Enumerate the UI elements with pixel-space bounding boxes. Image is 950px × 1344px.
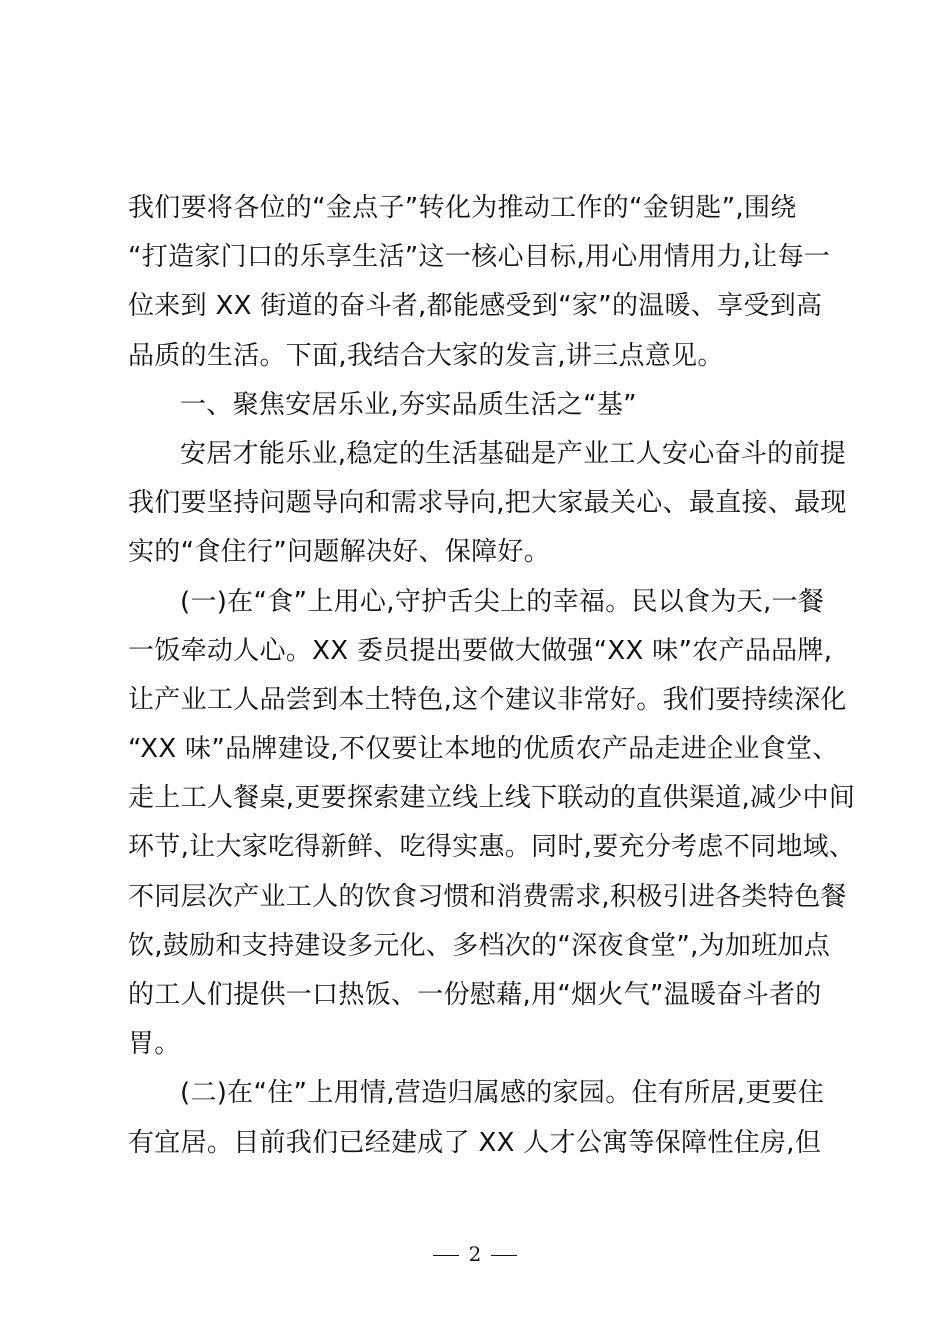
text-line: “打造家门口的乐享生活”这一核心目标,用心用情用力,让每一 [128,242,831,273]
section-heading: 一、聚焦安居乐业,夯实品质生活之“基” [180,389,637,420]
text-line: 胃。 [128,1029,181,1060]
text-line: 不同层次产业工人的饮食习惯和消费需求,积极引进各类特色餐 [128,881,847,912]
page-number: 2 [468,1242,482,1266]
text-line: 我们要将各位的“金点子”转化为推动工作的“金钥匙”,围绕 [128,193,797,223]
text-line: “XX 味”品牌建设,不仅要让本地的优质农产品走进企业食堂、 [128,734,839,765]
text-line: 品质的生活。下面,我结合大家的发言,讲三点意见。 [128,340,724,371]
text-line: 饮,鼓励和支持建设多元化、多档次的“深夜食堂”,为加班加点 [128,930,831,961]
text-line: 让产业工人品尝到本土特色,这个建议非常好。我们要持续深化 [128,684,847,715]
text-line: 走上工人餐桌,更要探索建立线上线下联动的直供渠道,减少中间 [128,783,856,814]
text-line: (二)在“住”上用情,营造归属感的家园。住有所居,更要住 [180,1078,825,1109]
text-line: 一饭牵动人心。XX 委员提出要做大做强“XX 味”农产品品牌, [128,635,833,666]
text-line: 安居才能乐业,稳定的生活基础是产业工人安心奋斗的前提 [180,438,847,469]
text-line: 环节,让大家吃得新鲜、吃得实惠。同时,要充分考虑不同地域、 [128,832,856,863]
document-body [128,184,856,1168]
text-line: 有宜居。目前我们已经建成了 XX 人才公寓等保障性住房,但 [128,1127,822,1158]
text-line: 位来到 XX 街道的奋斗者,都能感受到“家”的温暖、享受到高 [128,291,823,322]
text-line: 的工人们提供一口热饭、一份慰藉,用“烟火气”温暖奋斗者的 [128,980,822,1010]
text-line: 实的“食住行”问题解决好、保障好。 [128,537,551,568]
footer-dash-left [433,1255,459,1256]
text-line: (一)在“食”上用心,守护舌尖上的幸福。民以食为天,一餐 [180,586,825,617]
footer-dash-right [491,1255,517,1256]
page-footer [0,1237,950,1271]
text-line: 我们要坚持问题导向和需求导向,把大家最关心、最直接、最现 [128,488,847,519]
